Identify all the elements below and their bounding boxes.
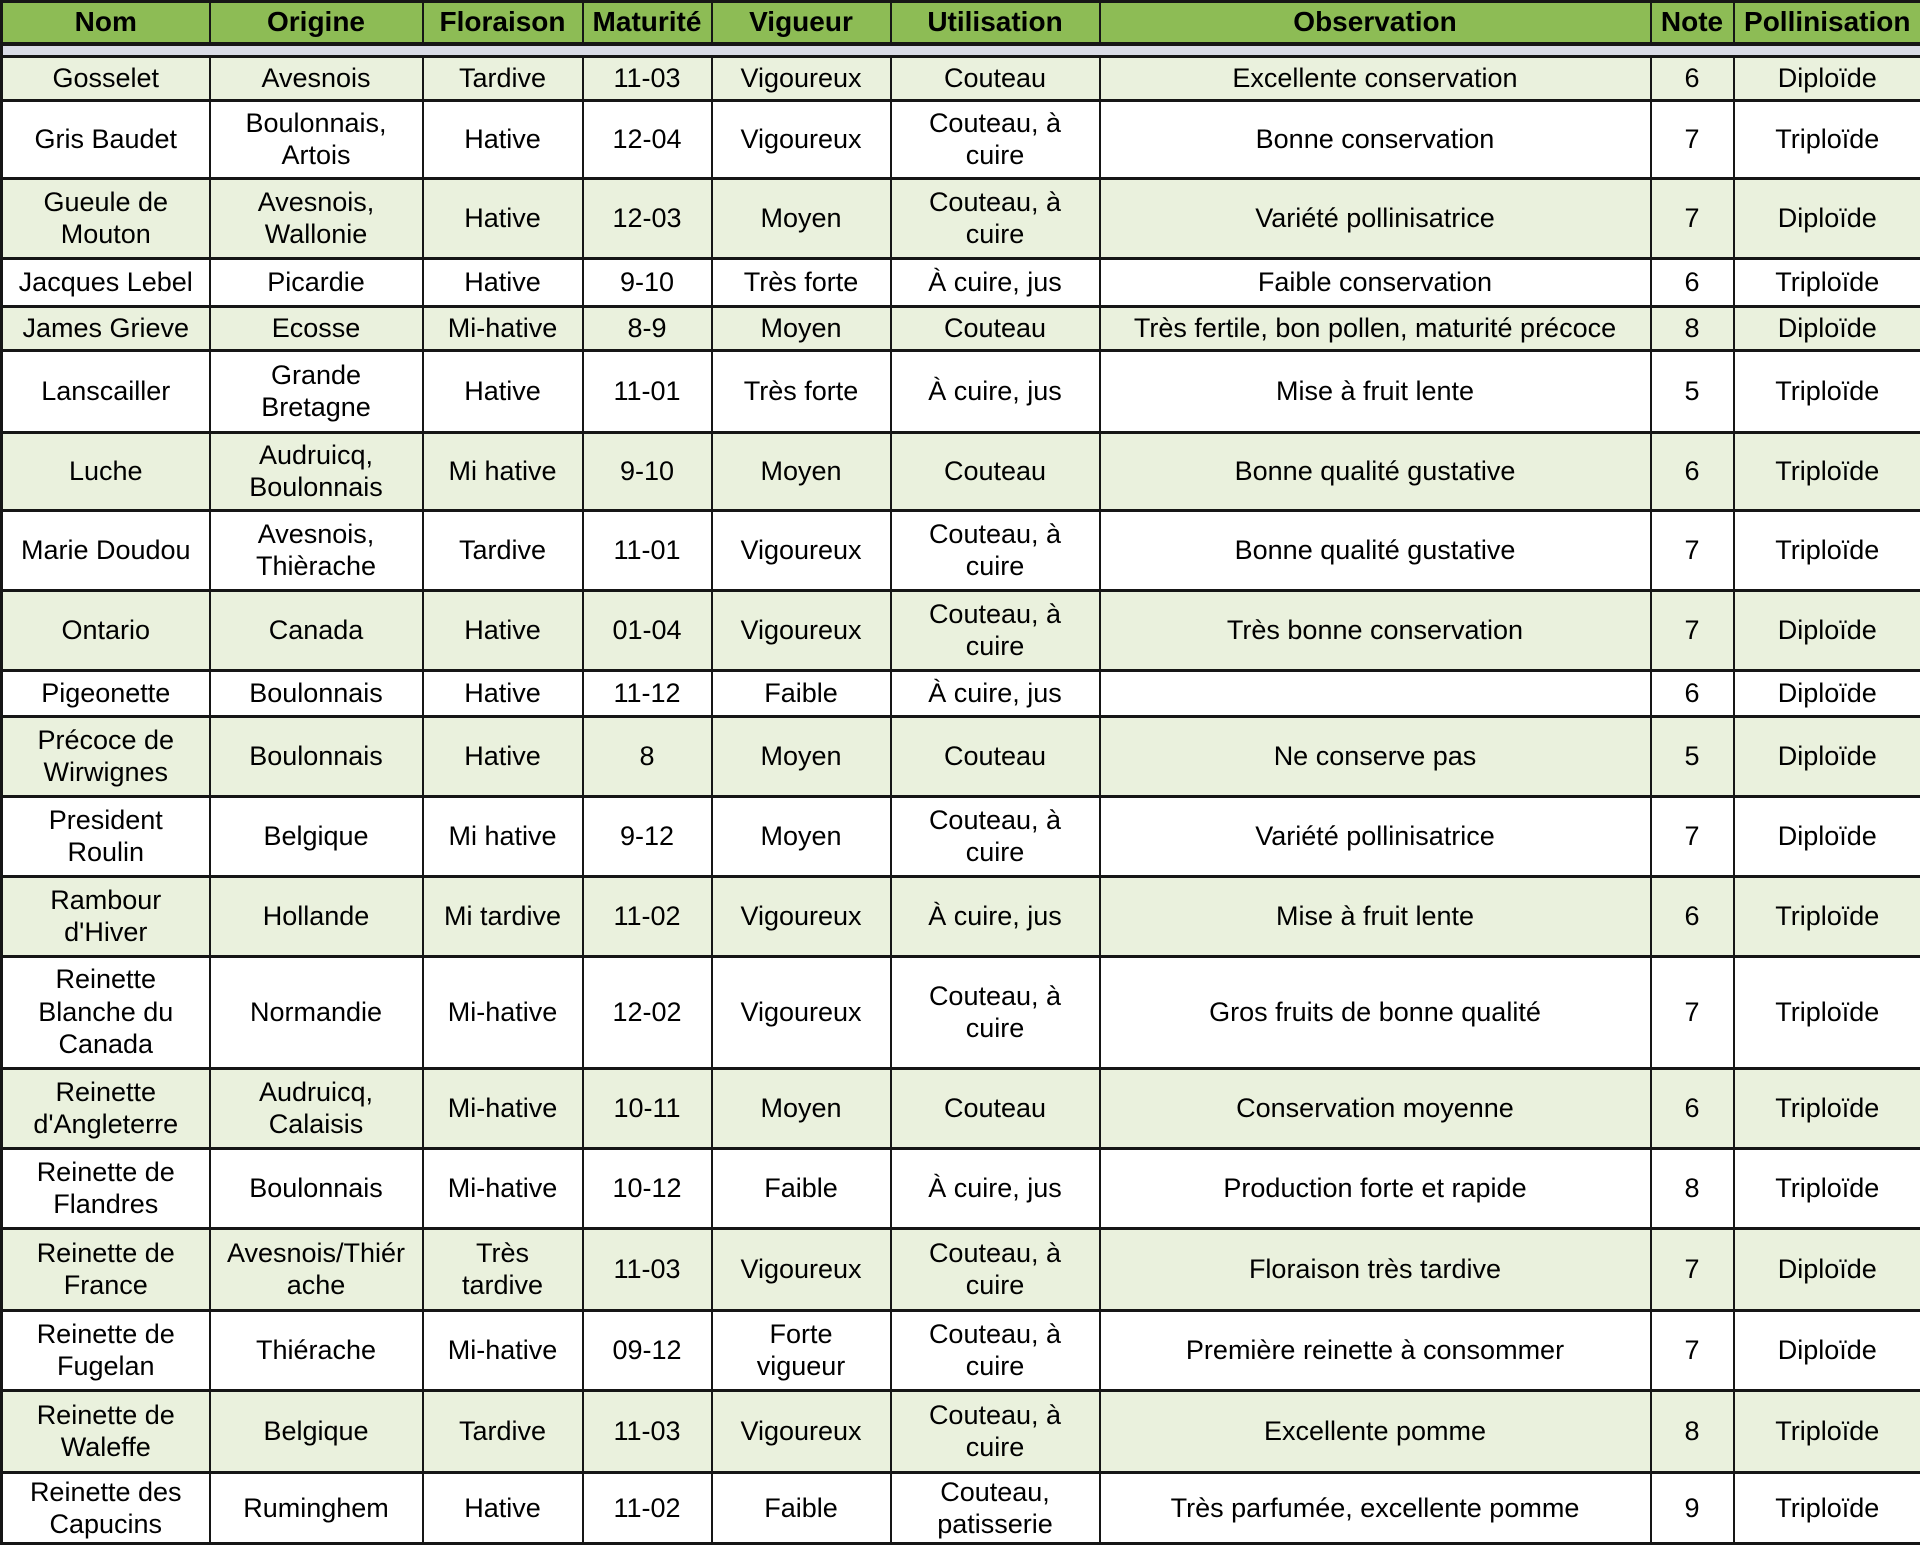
cell-maturite: 10-12 (583, 1148, 712, 1228)
table-row (2, 670, 1920, 716)
cell-observation: Mise à fruit lente (1100, 350, 1651, 432)
column-header-utilisation: Utilisation (891, 2, 1100, 44)
table-header (2, 2, 1920, 57)
cell-nom: Précoce de Wirwignes (2, 716, 210, 796)
cell-pollinisation: Triploïde (1734, 1148, 1920, 1228)
cell-maturite: 11-02 (583, 876, 712, 956)
cell-vigueur: Faible (712, 1472, 891, 1544)
column-header-vigueur: Vigueur (712, 2, 891, 44)
cell-maturite: 10-11 (583, 1068, 712, 1148)
cell-pollinisation: Triploïde (1734, 100, 1920, 178)
cell-note: 5 (1651, 350, 1734, 432)
cell-note: 7 (1651, 510, 1734, 590)
cell-note: 7 (1651, 590, 1734, 670)
cell-nom: Reinette de Flandres (2, 1148, 210, 1228)
cell-observation: Excellente conservation (1100, 56, 1651, 100)
cell-maturite: 11-03 (583, 1390, 712, 1472)
cell-origine: Boulonnais (210, 670, 423, 716)
cell-vigueur: Très forte (712, 258, 891, 306)
cell-nom: Marie Doudou (2, 510, 210, 590)
table-row (2, 590, 1920, 670)
cell-floraison: Tardive (423, 1390, 583, 1472)
cell-vigueur: Moyen (712, 796, 891, 876)
cell-floraison: Hative (423, 590, 583, 670)
cell-vigueur: Moyen (712, 306, 891, 350)
cell-pollinisation: Diploïde (1734, 306, 1920, 350)
cell-utilisation: Couteau (891, 1068, 1100, 1148)
cell-note: 8 (1651, 306, 1734, 350)
cell-floraison: Mi-hative (423, 1148, 583, 1228)
header-spacer (2, 44, 1920, 57)
table-row (2, 1068, 1920, 1148)
cell-observation: Très fertile, bon pollen, maturité précoce (1100, 306, 1651, 350)
cell-observation: Première reinette à consommer (1100, 1310, 1651, 1390)
cell-utilisation: Couteau, patisserie (891, 1472, 1100, 1544)
table-row (2, 1228, 1920, 1310)
cell-floraison: Tardive (423, 56, 583, 100)
table-row (2, 1310, 1920, 1390)
cell-vigueur: Forte vigueur (712, 1310, 891, 1390)
cell-floraison: Tardive (423, 510, 583, 590)
cell-pollinisation: Triploïde (1734, 1390, 1920, 1472)
cell-pollinisation: Diploïde (1734, 1310, 1920, 1390)
cell-vigueur: Faible (712, 670, 891, 716)
cell-pollinisation: Diploïde (1734, 178, 1920, 258)
cell-pollinisation: Triploïde (1734, 1068, 1920, 1148)
cell-utilisation: Couteau, à cuire (891, 100, 1100, 178)
cell-origine: Audruicq, Calaisis (210, 1068, 423, 1148)
cell-nom: Pigeonette (2, 670, 210, 716)
cell-note: 9 (1651, 1472, 1734, 1544)
cell-floraison: Hative (423, 1472, 583, 1544)
cell-nom: Luche (2, 432, 210, 510)
cell-utilisation: Couteau, à cuire (891, 796, 1100, 876)
cell-nom: President Roulin (2, 796, 210, 876)
cell-pollinisation: Diploïde (1734, 1228, 1920, 1310)
cell-utilisation: À cuire, jus (891, 350, 1100, 432)
column-header-note: Note (1651, 2, 1734, 44)
cell-pollinisation: Triploïde (1734, 350, 1920, 432)
cell-floraison: Hative (423, 716, 583, 796)
table-row (2, 350, 1920, 432)
cell-pollinisation: Diploïde (1734, 56, 1920, 100)
cell-pollinisation: Diploïde (1734, 796, 1920, 876)
cell-utilisation: À cuire, jus (891, 258, 1100, 306)
cell-floraison: Mi-hative (423, 1310, 583, 1390)
cell-note: 7 (1651, 178, 1734, 258)
cell-floraison: Mi-hative (423, 1068, 583, 1148)
column-header-pollinisation: Pollinisation (1734, 2, 1920, 44)
cell-utilisation: Couteau (891, 56, 1100, 100)
cell-nom: Reinette de Fugelan (2, 1310, 210, 1390)
table-row (2, 510, 1920, 590)
cell-vigueur: Vigoureux (712, 956, 891, 1068)
cell-observation: Faible conservation (1100, 258, 1651, 306)
cell-maturite: 8-9 (583, 306, 712, 350)
cell-maturite: 11-01 (583, 510, 712, 590)
table-row (2, 56, 1920, 100)
cell-origine: Normandie (210, 956, 423, 1068)
cell-note: 7 (1651, 956, 1734, 1068)
cell-vigueur: Moyen (712, 716, 891, 796)
cell-note: 8 (1651, 1148, 1734, 1228)
cell-observation: Très parfumée, excellente pomme (1100, 1472, 1651, 1544)
cell-nom: Reinette de Waleffe (2, 1390, 210, 1472)
cell-maturite: 12-02 (583, 956, 712, 1068)
cell-pollinisation: Diploïde (1734, 670, 1920, 716)
cell-origine: Audruicq, Boulonnais (210, 432, 423, 510)
cell-note: 8 (1651, 1390, 1734, 1472)
cell-floraison: Hative (423, 258, 583, 306)
table-row (2, 178, 1920, 258)
cell-maturite: 11-03 (583, 56, 712, 100)
cell-note: 6 (1651, 56, 1734, 100)
cell-pollinisation: Diploïde (1734, 716, 1920, 796)
cell-nom: Ontario (2, 590, 210, 670)
cell-origine: Thiérache (210, 1310, 423, 1390)
cell-origine: Avesnois, Thièrache (210, 510, 423, 590)
cell-origine: Boulonnais (210, 716, 423, 796)
cell-floraison: Hative (423, 100, 583, 178)
cell-origine: Belgique (210, 1390, 423, 1472)
cell-observation: Très bonne conservation (1100, 590, 1651, 670)
cell-observation: Bonne conservation (1100, 100, 1651, 178)
cell-nom: James Grieve (2, 306, 210, 350)
column-header-maturite: Maturité (583, 2, 712, 44)
cell-pollinisation: Triploïde (1734, 258, 1920, 306)
cell-pollinisation: Triploïde (1734, 956, 1920, 1068)
cell-observation: Production forte et rapide (1100, 1148, 1651, 1228)
cell-utilisation: Couteau (891, 432, 1100, 510)
cell-observation: Conservation moyenne (1100, 1068, 1651, 1148)
cell-vigueur: Vigoureux (712, 1390, 891, 1472)
cell-floraison: Mi hative (423, 796, 583, 876)
cell-floraison: Hative (423, 178, 583, 258)
cell-vigueur: Vigoureux (712, 56, 891, 100)
cell-note: 5 (1651, 716, 1734, 796)
cell-utilisation: Couteau (891, 306, 1100, 350)
cell-nom: Reinette Blanche du Canada (2, 956, 210, 1068)
cell-origine: Boulonnais (210, 1148, 423, 1228)
cell-origine: Boulonnais, Artois (210, 100, 423, 178)
cell-floraison: Très tardive (423, 1228, 583, 1310)
cell-pollinisation: Triploïde (1734, 510, 1920, 590)
table-row (2, 306, 1920, 350)
cell-maturite: 9-10 (583, 258, 712, 306)
cell-note: 6 (1651, 876, 1734, 956)
table-row (2, 1472, 1920, 1544)
cell-nom: Gosselet (2, 56, 210, 100)
cell-pollinisation: Triploïde (1734, 1472, 1920, 1544)
cell-floraison: Mi-hative (423, 956, 583, 1068)
cell-origine: Picardie (210, 258, 423, 306)
cell-note: 6 (1651, 432, 1734, 510)
cell-observation: Bonne qualité gustative (1100, 510, 1651, 590)
cell-nom: Rambour d'Hiver (2, 876, 210, 956)
cell-maturite: 12-04 (583, 100, 712, 178)
column-header-floraison: Floraison (423, 2, 583, 44)
table-row (2, 716, 1920, 796)
table-row (2, 100, 1920, 178)
cell-origine: Grande Bretagne (210, 350, 423, 432)
cell-observation: Gros fruits de bonne qualité (1100, 956, 1651, 1068)
cell-maturite: 8 (583, 716, 712, 796)
cell-note: 7 (1651, 100, 1734, 178)
cell-vigueur: Vigoureux (712, 590, 891, 670)
cell-observation: Mise à fruit lente (1100, 876, 1651, 956)
table-row (2, 876, 1920, 956)
cell-origine: Avesnois, Wallonie (210, 178, 423, 258)
cell-vigueur: Très forte (712, 350, 891, 432)
cell-pollinisation: Triploïde (1734, 432, 1920, 510)
cell-note: 6 (1651, 258, 1734, 306)
cell-utilisation: À cuire, jus (891, 670, 1100, 716)
table-row (2, 1390, 1920, 1472)
cell-nom: Reinette des Capucins (2, 1472, 210, 1544)
cell-utilisation: Couteau, à cuire (891, 1228, 1100, 1310)
cell-utilisation: Couteau, à cuire (891, 510, 1100, 590)
table-row (2, 432, 1920, 510)
cell-maturite: 12-03 (583, 178, 712, 258)
cell-observation: Ne conserve pas (1100, 716, 1651, 796)
header-spacer-row (2, 44, 1920, 57)
cell-utilisation: Couteau, à cuire (891, 1310, 1100, 1390)
cell-utilisation: Couteau, à cuire (891, 956, 1100, 1068)
cell-utilisation: À cuire, jus (891, 876, 1100, 956)
cell-vigueur: Vigoureux (712, 100, 891, 178)
table-row (2, 1148, 1920, 1228)
cell-observation: Bonne qualité gustative (1100, 432, 1651, 510)
cell-floraison: Mi hative (423, 432, 583, 510)
cell-observation: Excellente pomme (1100, 1390, 1651, 1472)
column-header-observation: Observation (1100, 2, 1651, 44)
cell-pollinisation: Triploïde (1734, 876, 1920, 956)
cell-utilisation: Couteau, à cuire (891, 178, 1100, 258)
cell-maturite: 11-01 (583, 350, 712, 432)
cell-nom: Reinette de France (2, 1228, 210, 1310)
cell-observation: Variété pollinisatrice (1100, 178, 1651, 258)
cell-vigueur: Vigoureux (712, 876, 891, 956)
table-row (2, 956, 1920, 1068)
cell-vigueur: Moyen (712, 432, 891, 510)
cell-nom: Gris Baudet (2, 100, 210, 178)
cell-utilisation: À cuire, jus (891, 1148, 1100, 1228)
table-row (2, 258, 1920, 306)
cell-floraison: Hative (423, 350, 583, 432)
cell-origine: Avesnois/Thiérache (210, 1228, 423, 1310)
cell-vigueur: Vigoureux (712, 1228, 891, 1310)
cell-note: 7 (1651, 796, 1734, 876)
cell-note: 7 (1651, 1228, 1734, 1310)
cell-floraison: Hative (423, 670, 583, 716)
table-row (2, 796, 1920, 876)
cell-note: 6 (1651, 670, 1734, 716)
cell-origine: Canada (210, 590, 423, 670)
cell-note: 6 (1651, 1068, 1734, 1148)
cell-vigueur: Moyen (712, 178, 891, 258)
cell-nom: Lanscailler (2, 350, 210, 432)
cell-maturite: 11-12 (583, 670, 712, 716)
cell-observation: Variété pollinisatrice (1100, 796, 1651, 876)
cell-nom: Gueule de Mouton (2, 178, 210, 258)
cell-origine: Hollande (210, 876, 423, 956)
cell-pollinisation: Diploïde (1734, 590, 1920, 670)
cell-utilisation: Couteau, à cuire (891, 590, 1100, 670)
cell-vigueur: Faible (712, 1148, 891, 1228)
cell-origine: Ecosse (210, 306, 423, 350)
cell-origine: Avesnois (210, 56, 423, 100)
cell-utilisation: Couteau (891, 716, 1100, 796)
cell-floraison: Mi-hative (423, 306, 583, 350)
table-body (2, 56, 1920, 1544)
column-header-origine: Origine (210, 2, 423, 44)
cell-maturite: 11-03 (583, 1228, 712, 1310)
cell-maturite: 09-12 (583, 1310, 712, 1390)
cell-maturite: 9-10 (583, 432, 712, 510)
cell-vigueur: Vigoureux (712, 510, 891, 590)
cell-nom: Jacques Lebel (2, 258, 210, 306)
cell-maturite: 11-02 (583, 1472, 712, 1544)
cell-note: 7 (1651, 1310, 1734, 1390)
cell-floraison: Mi tardive (423, 876, 583, 956)
cell-utilisation: Couteau, à cuire (891, 1390, 1100, 1472)
column-header-nom: Nom (2, 2, 210, 44)
cell-nom: Reinette d'Angleterre (2, 1068, 210, 1148)
cell-observation (1100, 670, 1651, 716)
cell-maturite: 9-12 (583, 796, 712, 876)
header-row (2, 2, 1920, 44)
cell-vigueur: Moyen (712, 1068, 891, 1148)
cell-origine: Belgique (210, 796, 423, 876)
cell-observation: Floraison très tardive (1100, 1228, 1651, 1310)
cell-maturite: 01-04 (583, 590, 712, 670)
cell-origine: Ruminghem (210, 1472, 423, 1544)
